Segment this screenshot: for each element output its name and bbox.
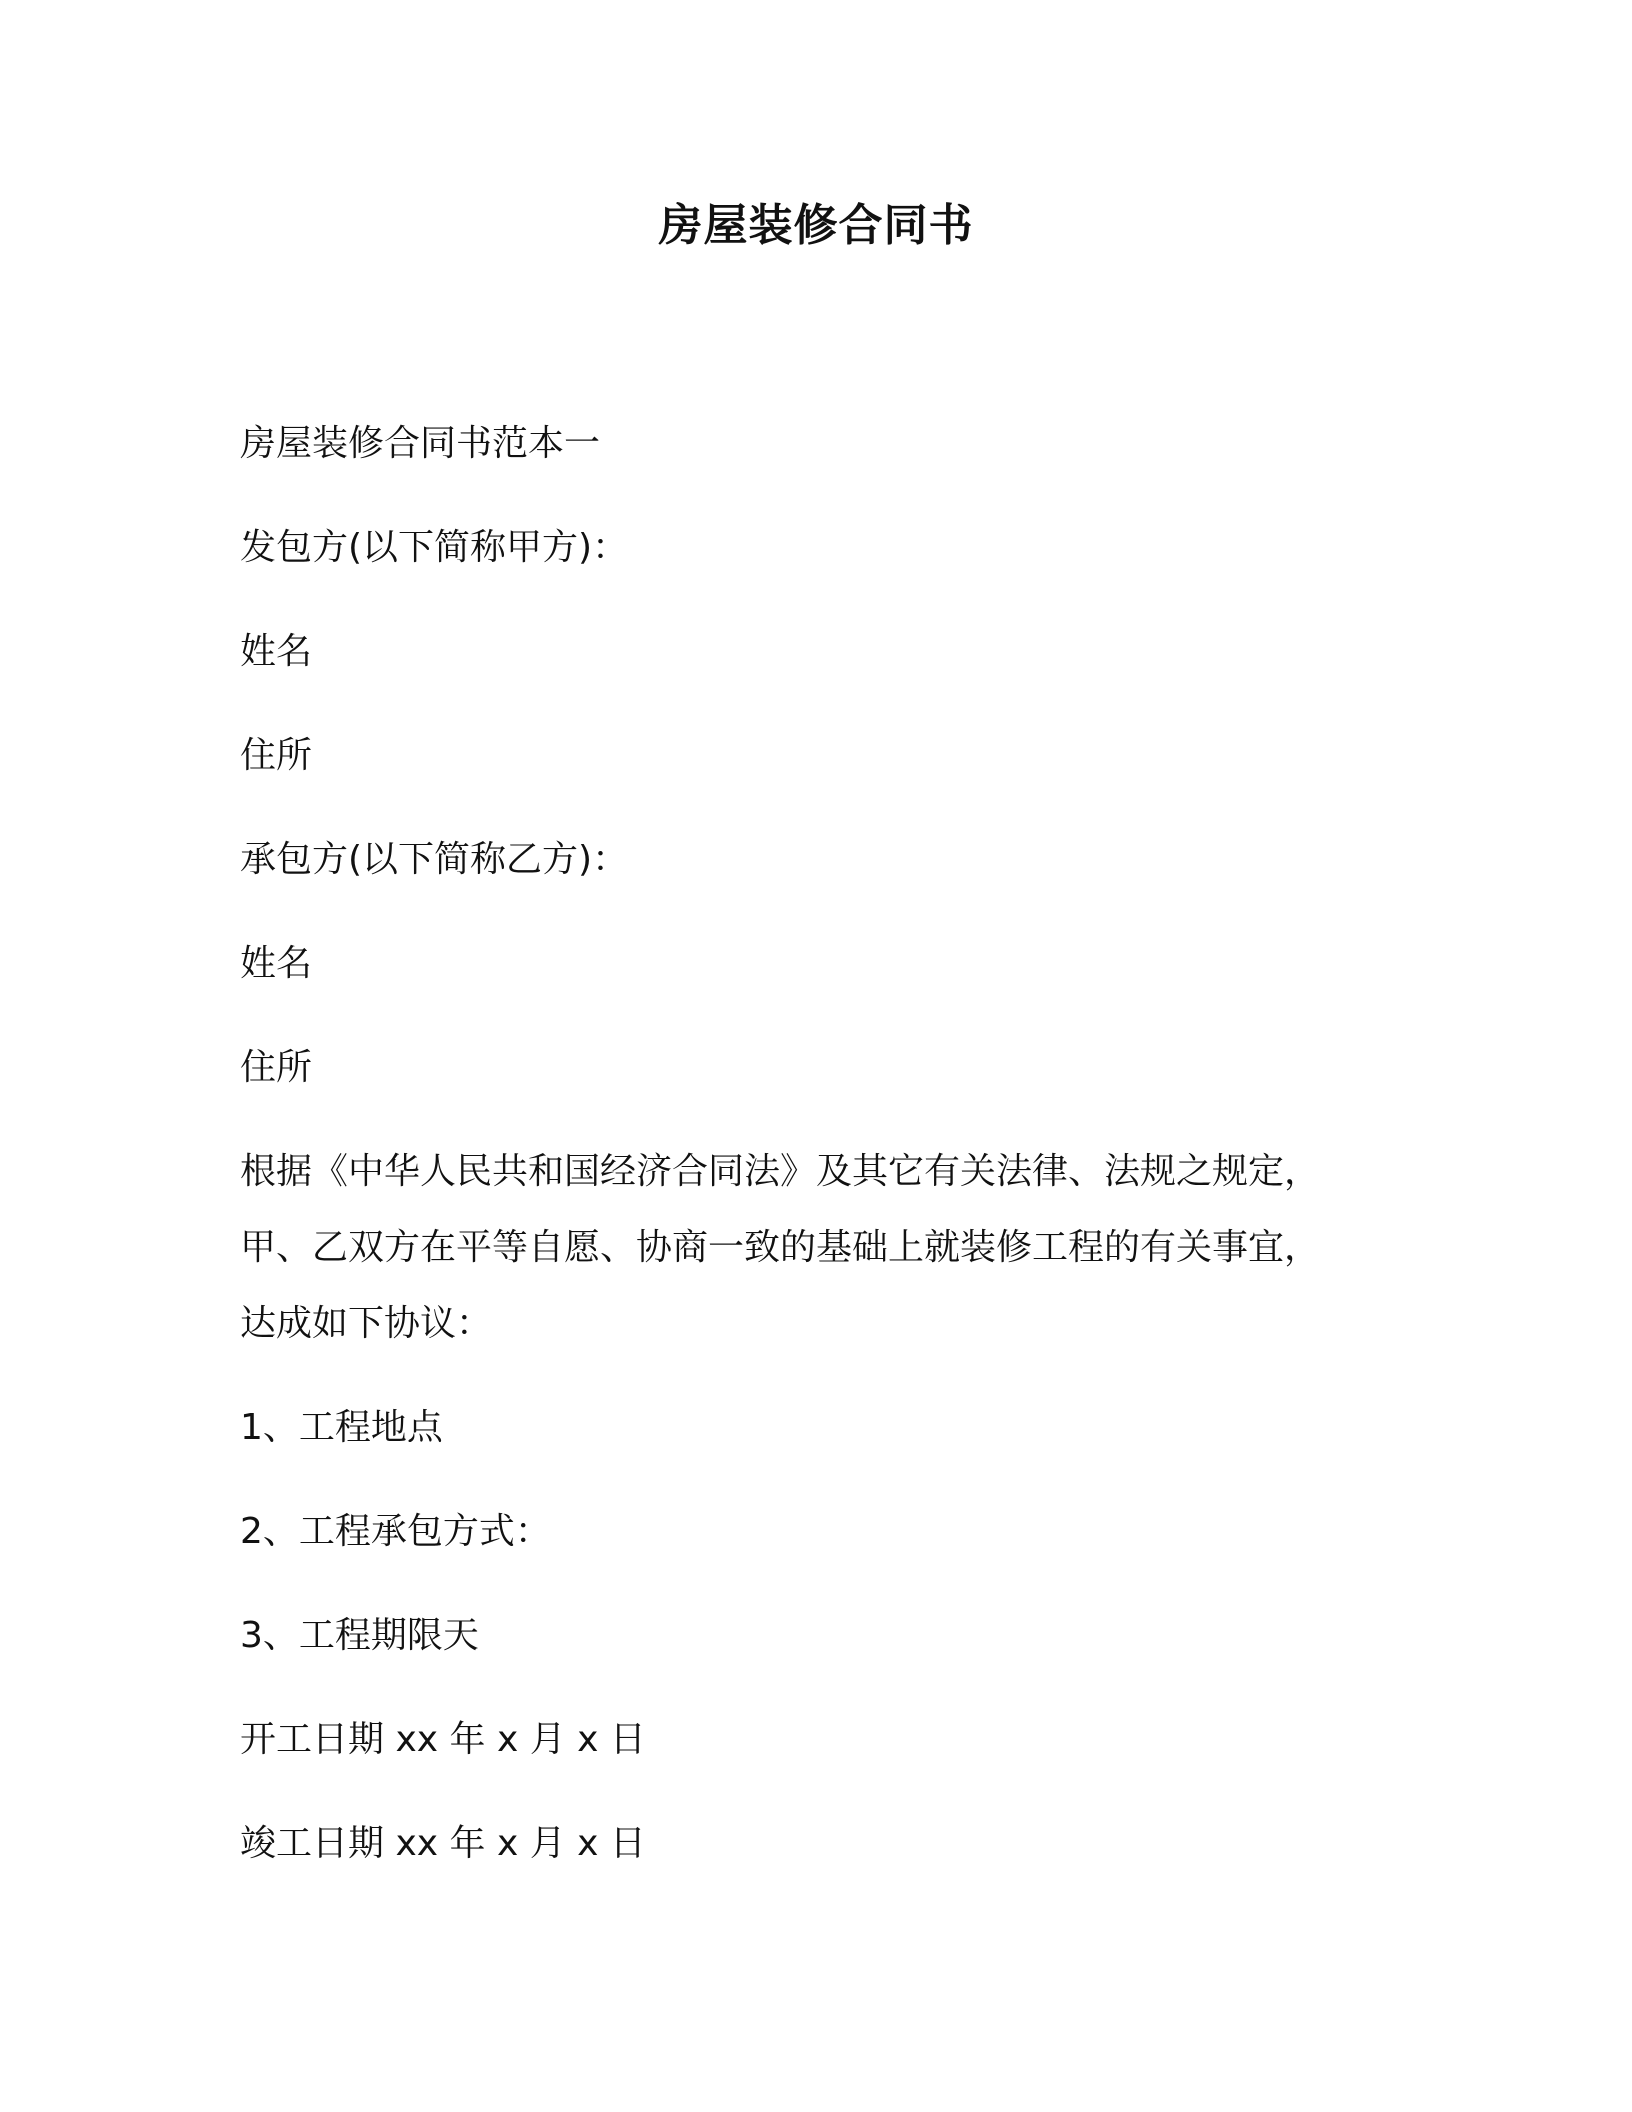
- party-b-heading: 承包方(以下简称乙方)：: [240, 839, 629, 880]
- party-a-address-label: 住所: [240, 735, 313, 776]
- party-a-heading: 发包方(以下简称甲方)：: [240, 527, 629, 568]
- preamble-line: 甲、乙双方在平等自愿、协商一致的基础上就装修工程的有关事宜，: [240, 1227, 1321, 1268]
- document-body: [240, 418, 1400, 1922]
- preamble-line: 达成如下协议：: [240, 1303, 493, 1344]
- clause-2-contract-method: 2、工程承包方式：: [240, 1511, 551, 1552]
- clause-1-project-location: 1、工程地点: [240, 1407, 443, 1448]
- subtitle: 房屋装修合同书范本一: [240, 423, 601, 464]
- party-b-name-label: 姓名: [240, 943, 313, 984]
- document-title: 房屋装修合同书: [658, 200, 974, 251]
- clause-3-project-duration: 3、工程期限天: [240, 1615, 479, 1656]
- party-a-name-label: 姓名: [240, 631, 313, 672]
- preamble-line: 根据《中华人民共和国经济合同法》及其它有关法律、法规之规定，: [240, 1151, 1321, 1192]
- start-date-line: 开工日期 xx 年 x 月 x 日: [240, 1719, 646, 1760]
- completion-date-line: 竣工日期 xx 年 x 月 x 日: [240, 1823, 646, 1864]
- preamble-paragraph: [240, 1134, 1400, 1362]
- party-b-address-label: 住所: [240, 1047, 313, 1088]
